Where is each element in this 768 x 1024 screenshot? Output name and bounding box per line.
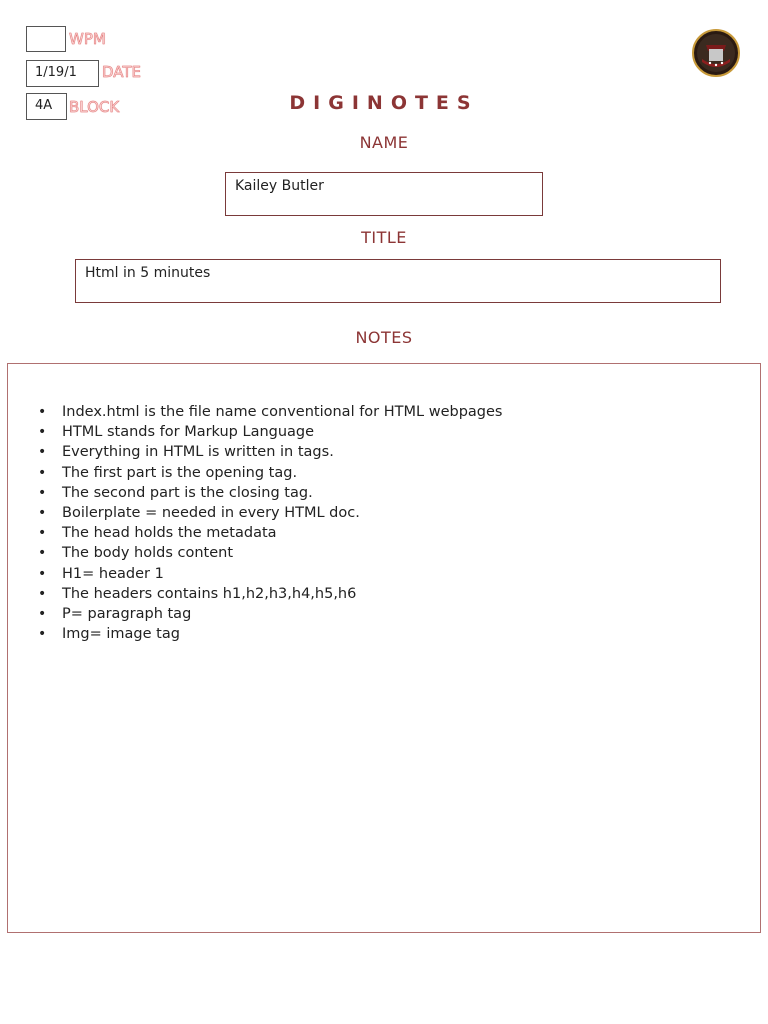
- block-label: BLOCK: [69, 98, 120, 116]
- title-field[interactable]: Html in 5 minutes: [75, 259, 721, 303]
- bullet-icon: •: [38, 404, 47, 420]
- school-crest-logo-icon: [692, 29, 740, 77]
- name-heading: NAME: [359, 133, 409, 152]
- bullet-icon: •: [38, 585, 47, 602]
- list-item-text: The headers contains h1,h2,h3,h4,h5,h6: [62, 585, 357, 602]
- list-item-text: The second part is the closing tag.: [62, 484, 313, 501]
- bullet-icon: •: [38, 525, 47, 542]
- list-item-text: HTML stands for Markup Language: [62, 424, 315, 441]
- bullet-icon: •: [38, 565, 47, 582]
- list-item-text: Everything in HTML is written in tags.: [62, 444, 334, 461]
- list-item-text: Index.html is the file name conventional for HTML webpages: [62, 404, 503, 420]
- list-item-text: P= paragraph tag: [62, 606, 192, 623]
- list-item-text: Boilerplate = needed in every HTML doc.: [62, 505, 360, 522]
- list-item-text: The first part is the opening tag.: [62, 464, 298, 481]
- name-field[interactable]: Kailey Butler: [225, 172, 543, 216]
- notes-area[interactable]: [7, 363, 761, 933]
- bullet-icon: •: [38, 444, 47, 461]
- block-input[interactable]: 4A: [26, 93, 67, 120]
- bullet-icon: •: [38, 545, 47, 562]
- title-heading: TITLE: [361, 228, 407, 247]
- list-item: [38, 442, 502, 462]
- list-item: [38, 483, 502, 503]
- wpm-input[interactable]: [26, 26, 66, 52]
- bullet-icon: •: [38, 505, 47, 522]
- brand-title: DIGINOTES: [289, 92, 479, 114]
- list-item: [38, 584, 502, 604]
- list-item: [38, 422, 502, 442]
- list-item: [38, 463, 502, 483]
- bullet-icon: •: [38, 464, 47, 481]
- list-item-text: The body holds content: [62, 545, 234, 562]
- bullet-icon: •: [38, 606, 47, 623]
- list-item: [38, 503, 502, 523]
- notes-list: [38, 402, 502, 644]
- date-label: DATE: [102, 63, 142, 81]
- list-item: [38, 543, 502, 563]
- bullet-icon: •: [38, 626, 47, 643]
- list-item: [38, 624, 502, 644]
- list-item-text: Img= image tag: [62, 626, 180, 643]
- list-item-text: H1= header 1: [62, 565, 164, 582]
- list-item: [38, 564, 502, 584]
- notes-heading: NOTES: [355, 328, 413, 347]
- list-item: [38, 402, 502, 422]
- wpm-label: WPM: [69, 30, 106, 48]
- list-item: [38, 604, 502, 624]
- bullet-icon: •: [38, 484, 47, 501]
- list-item-text: The head holds the metadata: [62, 525, 277, 542]
- date-input[interactable]: 1/19/1: [26, 60, 99, 87]
- list-item: [38, 523, 502, 543]
- bullet-icon: •: [38, 424, 47, 441]
